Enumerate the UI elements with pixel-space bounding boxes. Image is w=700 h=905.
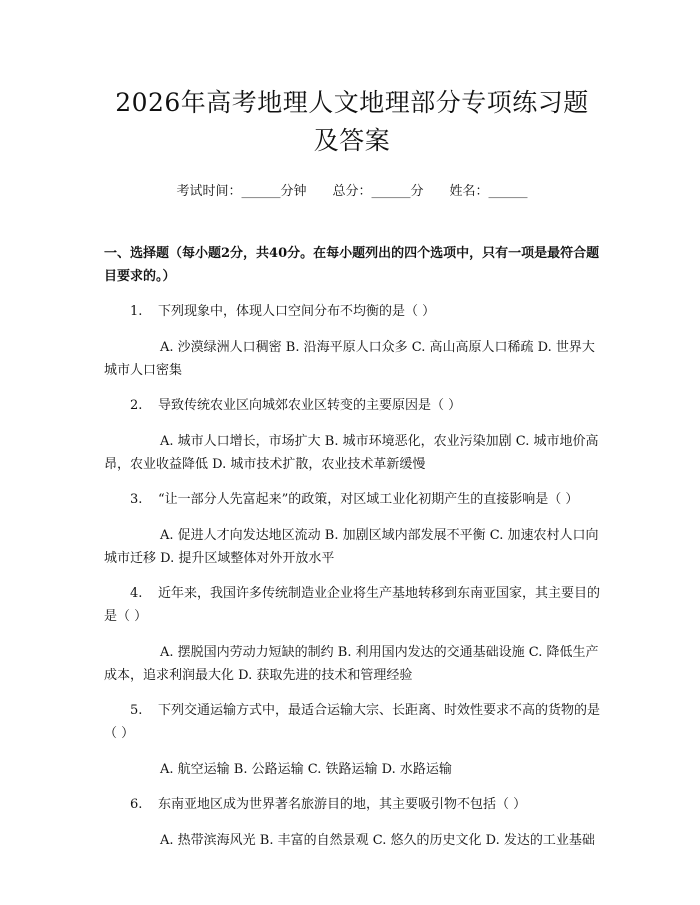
document-title: 2026年高考地理人文地理部分专项练习题及答案	[115, 88, 589, 155]
question-3	[104, 488, 600, 570]
question-number: 5.	[130, 703, 143, 718]
exam-time-unit: 分钟	[280, 184, 307, 199]
question-stem	[104, 488, 600, 511]
question-text: 下列交通运输方式中，最适合运输大宗、长距离、时效性要求不高的货物的是（ ）	[104, 703, 601, 741]
student-name-label: 姓名：	[449, 184, 489, 199]
student-name-field	[450, 182, 528, 202]
exam-time-label: 考试时间：	[176, 184, 242, 199]
question-number: 4.	[130, 586, 143, 601]
total-score-field	[332, 182, 423, 202]
question-number: 1.	[130, 304, 143, 319]
question-stem	[104, 582, 600, 628]
question-options: A. 航空运输 B. 公路运输 C. 铁路运输 D. 水路运输	[160, 762, 452, 777]
exam-time-blank: ______	[241, 184, 281, 199]
question-options: A. 城市人口增长，市场扩大 B. 城市环境恶化，农业污染加剧 C. 城市地价高昂，农业收益降低 D. 城市技术扩散，农业技术革新缓慢	[104, 434, 599, 472]
question-text: 导致传统农业区向城郊农业区转变的主要原因是（ ）	[158, 398, 462, 413]
question-options: A. 热带滨海风光 B. 丰富的自然景观 C. 悠久的历史文化 D. 发达的工业基础	[160, 833, 595, 848]
section-heading: 一、选择题（每小题2分，共40分。在每小题列出的四个选项中，只有一项是最符合题目要求的。）	[104, 246, 600, 284]
question-text: “让一部分人先富起来”的政策，对区域工业化初期产生的直接影响是（ ）	[158, 492, 579, 507]
question-stem	[104, 793, 600, 816]
question-number: 6.	[130, 797, 143, 812]
question-stem	[104, 699, 600, 745]
question-options: A. 沙漠绿洲人口稠密 B. 沿海平原人口众多 C. 高山高原人口稀疏 D. 世界大城市人口密集	[104, 340, 595, 378]
question-number: 3.	[130, 492, 143, 507]
question-text: 近年来，我国许多传统制造业企业将生产基地转移到东南亚国家，其主要目的是（ ）	[104, 586, 601, 624]
question-5	[104, 699, 600, 781]
question-options: A. 摆脱国内劳动力短缺的制约 B. 利用国内发达的交通基础设施 C. 降低生产成本，追求利润最大化 D. 获取先进的技术和管理经验	[104, 645, 599, 683]
question-text: 东南亚地区成为世界著名旅游目的地，其主要吸引物不包括（ ）	[158, 797, 527, 812]
question-6	[104, 793, 600, 852]
question-stem	[104, 300, 600, 323]
question-4	[104, 582, 600, 687]
total-score-label: 总分：	[332, 184, 372, 199]
exam-info-line	[104, 182, 600, 202]
total-score-unit: 分	[410, 184, 424, 199]
question-options: A. 促进人才向发达地区流动 B. 加剧区域内部发展不平衡 C. 加速农村人口向城市迁移 D. 提升区域整体对外开放水平	[104, 528, 599, 566]
total-score-blank: ______	[371, 184, 411, 199]
exam-time-field	[176, 182, 306, 202]
question-2	[104, 394, 600, 476]
question-1	[104, 300, 600, 382]
question-text: 下列现象中，体现人口空间分布不均衡的是（ ）	[158, 304, 436, 319]
question-stem	[104, 394, 600, 417]
question-number: 2.	[130, 398, 143, 413]
student-name-blank: ______	[488, 184, 528, 199]
